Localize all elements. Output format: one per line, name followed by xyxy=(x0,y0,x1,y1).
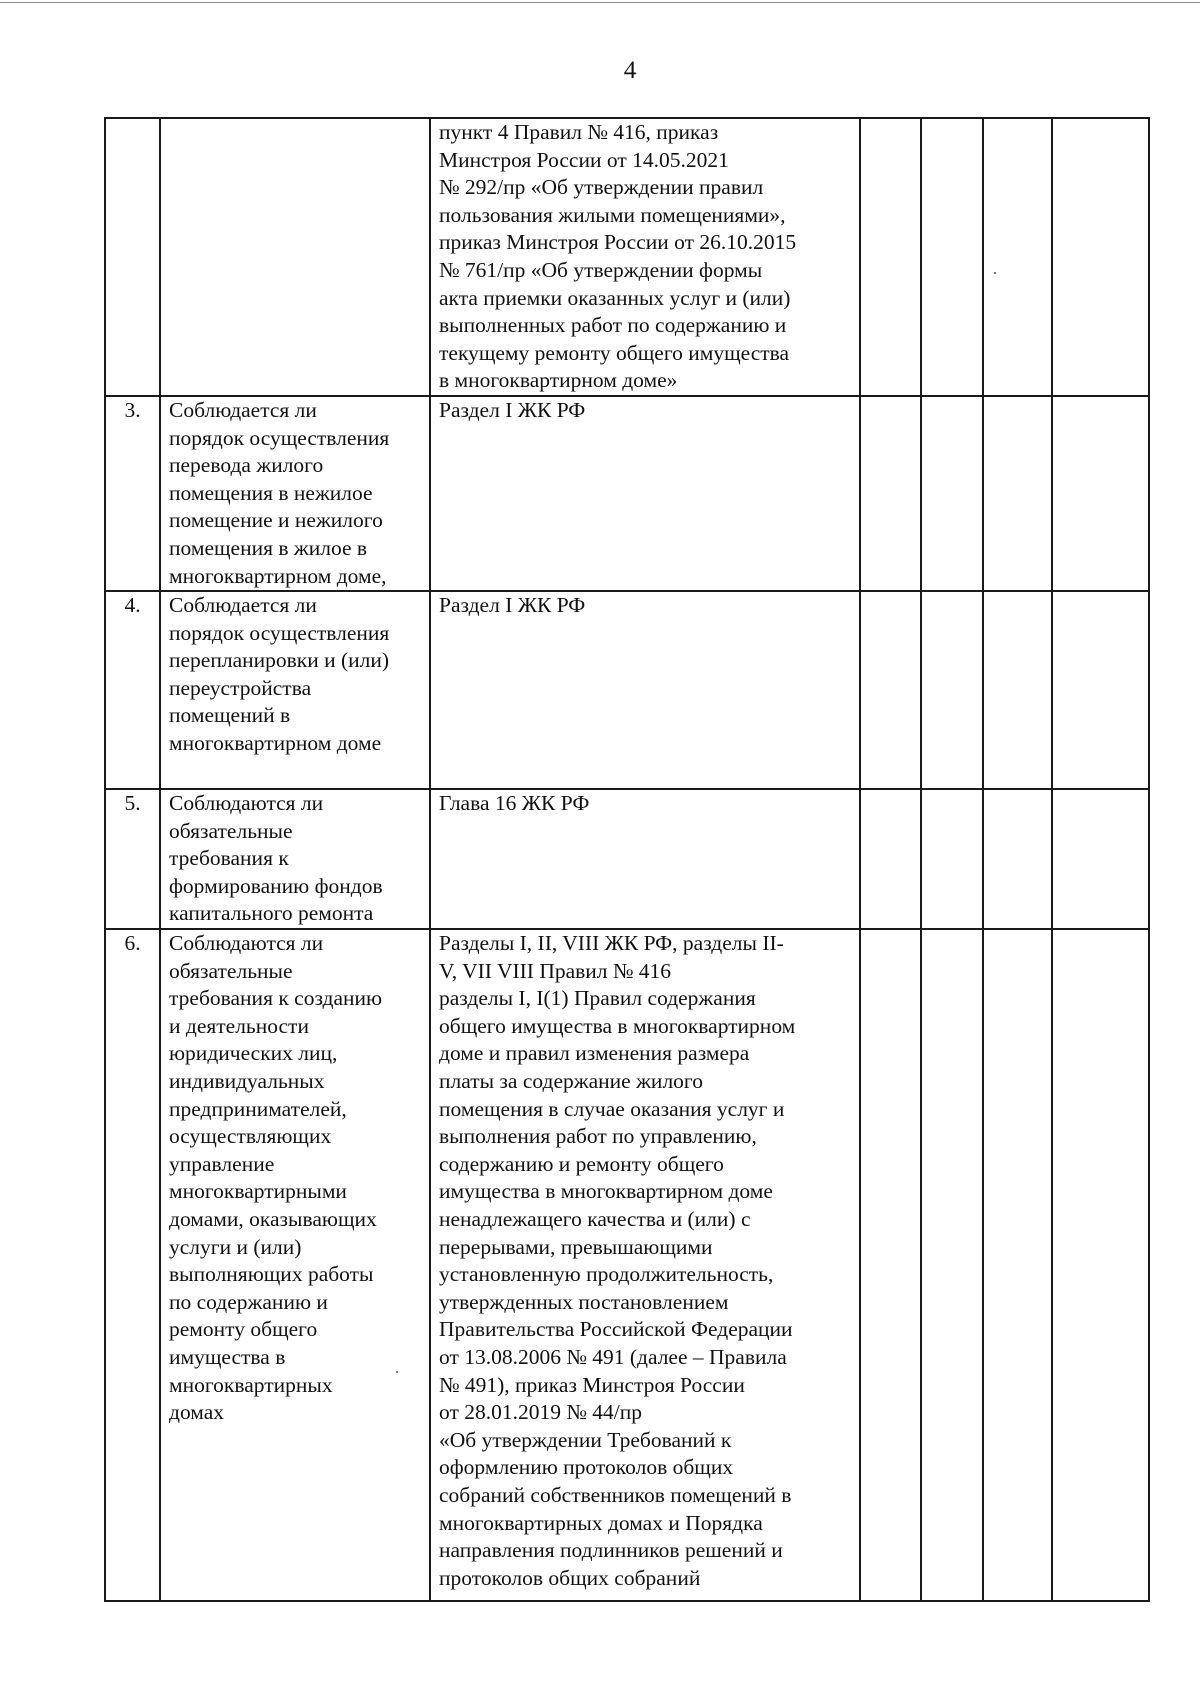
question-cell xyxy=(160,118,430,396)
question-cell: Соблюдаются ли обязательные требования к формированию фондов капитального ремонта xyxy=(160,789,430,929)
legal-basis-cell: пункт 4 Правил № 416, приказ Минстроя России от 14.05.2021 № 292/пр «Об утверждении правил пользования жилыми помещениями», приказ Минстроя России от 26.10.2015 № 761/пр «Об утверждении формы акта приемки оказанных услуг и (или) выполненных работ по содержанию и текущему ремонту общего имущества в многоквартирном доме» xyxy=(430,118,860,396)
answer-no-cell xyxy=(921,789,983,929)
answer-no-cell xyxy=(921,591,983,789)
note-cell xyxy=(1052,118,1149,396)
page-number: 4 xyxy=(623,57,637,84)
note-cell xyxy=(1052,929,1149,1601)
legal-basis-cell: Глава 16 ЖК РФ xyxy=(430,789,860,929)
note-cell xyxy=(1052,591,1149,789)
table-row xyxy=(105,591,1149,789)
scan-speck xyxy=(994,272,996,274)
row-number: 6. xyxy=(105,929,160,1601)
note-cell xyxy=(1052,396,1149,591)
answer-yes-cell xyxy=(860,396,921,591)
legal-basis-cell: Раздел I ЖК РФ xyxy=(430,591,860,789)
answer-yes-cell xyxy=(860,929,921,1601)
table-row xyxy=(105,929,1149,1601)
question-cell: Соблюдается ли порядок осуществления перепланировки и (или) переустройства помещений в многоквартирном доме xyxy=(160,591,430,789)
answer-yes-cell xyxy=(860,789,921,929)
answer-no-cell xyxy=(921,929,983,1601)
row-number: 5. xyxy=(105,789,160,929)
answer-yes-cell xyxy=(860,591,921,789)
table-row xyxy=(105,396,1149,591)
answer-no-cell xyxy=(921,118,983,396)
note-cell xyxy=(1052,789,1149,929)
scan-speck xyxy=(396,1371,398,1373)
answer-no-cell xyxy=(921,396,983,591)
answer-na-cell xyxy=(983,929,1052,1601)
row-number: 4. xyxy=(105,591,160,789)
row-number: 3. xyxy=(105,396,160,591)
table-row xyxy=(105,118,1149,396)
scan-edge-line xyxy=(0,2,1200,3)
answer-na-cell xyxy=(983,396,1052,591)
answer-yes-cell xyxy=(860,118,921,396)
legal-basis-cell: Разделы I, II, VIII ЖК РФ, разделы II- V, VII VIII Правил № 416 разделы I, I(1) Правил содержания общего имущества в многоквартирном доме и правил изменения размера платы за содержание жилого помещения в случае оказания услуг и выполнения работ по управлению, содержанию и ремонту общего имущества в многоквартирном доме ненадлежащего качества и (или) с перерывами, превышающими установленную продолжительность, утвержденных постановлением Правительства Российской Федерации от 13.08.2006 № 491 (далее – Правила № 491), приказ Минстроя России от 28.01.2019 № 44/пр «Об утверждении Требований к оформлению протоколов общих собраний собственников помещений в многоквартирных домах и Порядка направления подлинников решений и протоколов общих собраний xyxy=(430,929,860,1601)
legal-basis-cell: Раздел I ЖК РФ xyxy=(430,396,860,591)
question-cell: Соблюдаются ли обязательные требования к созданию и деятельности юридических лиц, индивидуальных предпринимателей, осуществляющих управление многоквартирными домами, оказывающих услуги и (или) выполняющих работы по содержанию и ремонту общего имущества в многоквартирных домах xyxy=(160,929,430,1601)
table-row xyxy=(105,789,1149,929)
row-number xyxy=(105,118,160,396)
question-cell: Соблюдается ли порядок осуществления перевода жилого помещения в нежилое помещение и нежилого помещения в жилое в многоквартирном доме, xyxy=(160,396,430,591)
checklist-table xyxy=(104,117,1150,1602)
answer-na-cell xyxy=(983,591,1052,789)
answer-na-cell xyxy=(983,789,1052,929)
answer-na-cell xyxy=(983,118,1052,396)
